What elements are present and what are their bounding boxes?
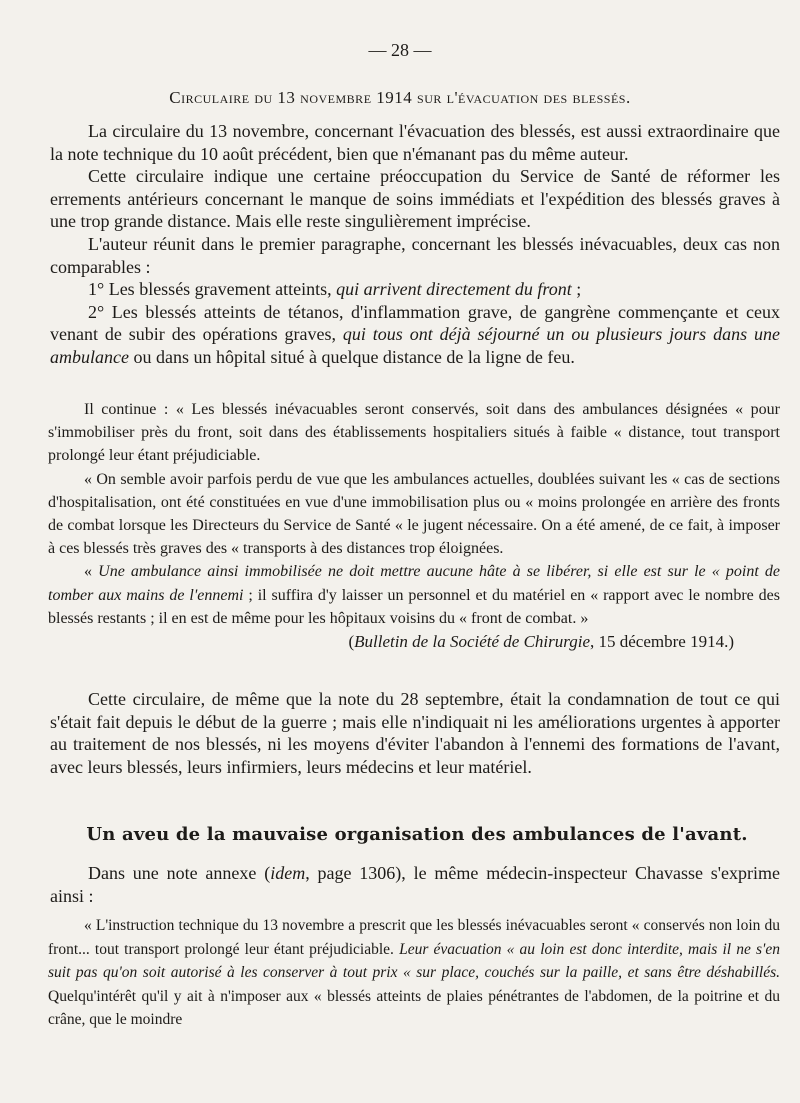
list-item-2 xyxy=(50,301,780,369)
quote-paragraph-4 xyxy=(48,914,780,1032)
paragraph-5-text: Dans une note annexe ( xyxy=(88,863,271,883)
citation-italic: Bulletin de la Société de Chirurgie xyxy=(354,632,591,652)
paragraph-4: Cette circulaire, de même que la note du 28 septembre, était la condamnation de tout ce qui s'était fait depuis le début de la guerre ; mais elle n'indiquait ni les améliorations urgentes à apporter au traitement de nos blessés, ni les moyens d'éviter l'abandon à l'ennemi des formations de l'avant, avec leurs blessés, leurs infirmiers, leurs médecins et leur matériel. xyxy=(50,689,780,777)
paragraph-5 xyxy=(50,862,780,907)
list-item-2-italic: qui tous ont déjà séjourné un ou plusieurs jours dans une ambulance xyxy=(50,324,780,367)
paragraph-5-italic: idem xyxy=(270,863,306,883)
citation-open: ( xyxy=(348,632,355,652)
quote-paragraph-1: Il continue : « Les blessés inévacuables seront conservés, soit dans des ambulances désignées « pour s'immobiliser près du front, soit dans des établissements hospitaliers situés à faible « distance, tout transport prolongé leur étant préjudiciable. xyxy=(48,401,780,465)
paragraph-1: La circulaire du 13 novembre, concernant l'évacuation des blessés, est aussi extraordinaire que la note technique du 10 août précédent, bien que n'émanant pas du même auteur. xyxy=(50,121,780,164)
list-item-1-text: 1° Les blessés gravement atteints, xyxy=(88,279,337,300)
upper-body xyxy=(50,120,780,369)
list-item-2-text: 2° Les blessés atteints de tétanos, d'inflammation grave, de gangrène commençante et ceux venant de subir des opérations graves, xyxy=(50,301,780,345)
quote-paragraph-3 xyxy=(48,560,780,630)
lower-quotation xyxy=(48,914,780,1032)
quote-3-rest: ; il suffira d'y laisser un personnel et du matériel en « rapport avec le nombre des blessés restants ; il en est de même pour les hôpitaux voisins du « front de combat. » xyxy=(48,586,780,627)
list-item-1-end: ; xyxy=(571,279,582,300)
list-item-2-end: ou dans un hôpital situé à quelque distance de la ligne de feu. xyxy=(128,346,575,367)
paragraph-3: L'auteur réunit dans le premier paragraphe, concernant les blessés inévacuables, deux cas non comparables : xyxy=(50,233,780,277)
citation-rest: , 15 décembre 1914.) xyxy=(590,632,734,652)
quote-3-italic: Une ambulance ainsi immobilisée ne doit mettre aucune hâte à se libérer, si elle est sur le « point de tomber aux mains de l'ennemi xyxy=(48,563,781,604)
paragraph-5-end: , page 1306), le même médecin-inspecteur Chavasse s'exprime ainsi : xyxy=(50,863,780,906)
middle-body xyxy=(50,688,780,778)
quote-4-part-1: « L'instruction technique du 13 novembre a prescrit que les blessés inévacuables seront « conservés non loin du front... tout transport prolongé leur étant préjudiciable. xyxy=(48,917,780,958)
quote-paragraph-2: « On semble avoir parfois perdu de vue que les ambulances actuelles, doublées suivant les « cas de sections d'hospitalisation, ont été constituées en vue d'une immobilisation plus ou « moins prolongée en arrière des fronts de combat lorsque les Directeurs du Service de Santé « le jugent nécessaire. On a été amené, de ce fait, à imposer à ces blessés très graves des « transports à des distances trop éloignées. xyxy=(48,470,780,558)
quote-4-italic: Leur évacuation « au loin est donc interdite, mais il ne s'en suit pas qu'on soit autorisé à les conserver à tout prix « sur place, couchés sur la paille, et sans être déshabillés. xyxy=(48,940,780,981)
lower-body xyxy=(50,862,780,907)
section-heading: Un aveu de la mauvaise organisation des ambulances de l'avant. xyxy=(86,824,748,845)
quotation-block xyxy=(48,398,780,653)
quote-3-open: « xyxy=(84,563,99,581)
list-item-1 xyxy=(50,278,780,301)
citation xyxy=(48,630,780,653)
page-number: — 28 — xyxy=(368,40,432,60)
list-item-1-italic: qui arrivent directement du front xyxy=(336,279,572,300)
paragraph-2: Cette circulaire indique une certaine préoccupation du Service de Santé de réformer les errements antérieurs concernant le manque de soins immédiats et l'expédition des blessés graves à une trop grande distance. Mais elle reste singulièrement imprécise. xyxy=(50,166,780,232)
quote-4-part-2: Quelqu'intérêt qu'il y ait à n'imposer aux « blessés atteints de plaies pénétrantes de l'abdomen, de la poitrine et du crâne, que le moindre xyxy=(48,987,780,1028)
section-title: Circulaire du 13 novembre 1914 sur l'évacuation des blessés. xyxy=(169,88,631,107)
